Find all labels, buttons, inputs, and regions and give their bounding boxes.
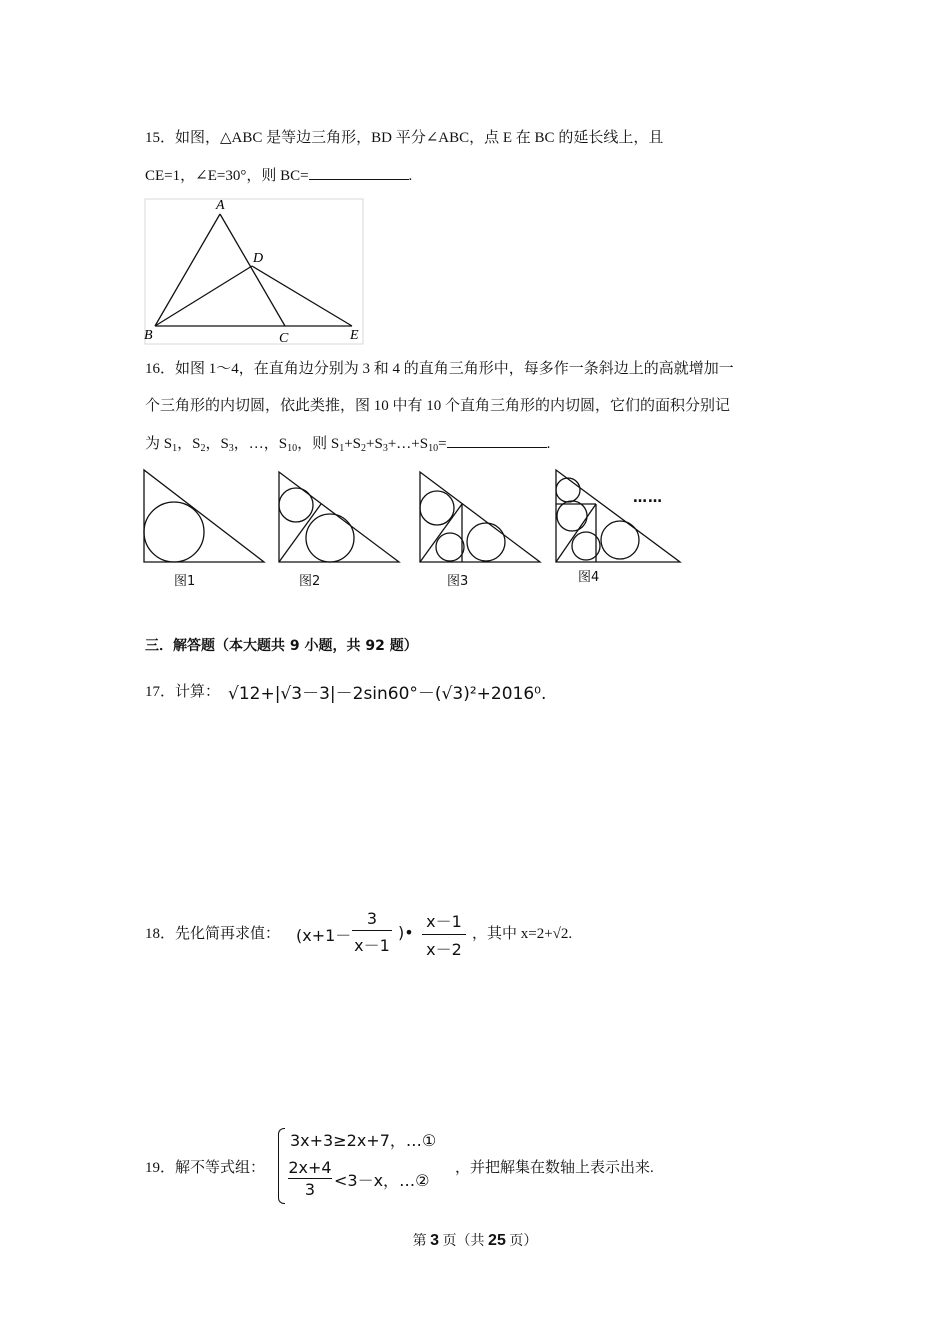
q17-expression: √12+|√3－3|－2sin60°－(√3)²+2016⁰. [228, 684, 547, 704]
q19-number: 19． [145, 1160, 176, 1176]
q18-expr-left: (x+1－ [296, 926, 352, 945]
fig1-triangle [144, 470, 264, 562]
fig1-incircle [144, 502, 204, 562]
q17-label: 计算： [175, 684, 221, 700]
fig4-incircle-1 [556, 478, 580, 502]
q19-ineq1-tag: …① [405, 1131, 437, 1150]
q16-figure-1 [140, 466, 270, 566]
q15-figure [140, 196, 370, 346]
fig2-triangle [279, 472, 399, 562]
q16-figure-4 [552, 466, 687, 566]
q18-expression [296, 909, 476, 957]
q19-label: 解不等式组： [175, 1160, 266, 1176]
q18-label: 先化简再求值： [175, 926, 281, 942]
section3-title: 三．解答题（本大题共 9 小题，共 92 题） [145, 638, 418, 654]
q18-frac2-den: x－2 [426, 940, 462, 959]
q16-line3: 为 $S_1$，$S_2$，$S_3$，…，$S_{10}$，则 $S_1+S_2+S_3+\dots+S_{10}=$ . [145, 433, 550, 459]
fig4-incircle-4 [601, 521, 639, 559]
fig2-incircle-small [279, 488, 313, 522]
q19-ineq2-text: <3－x， [334, 1171, 400, 1190]
q18-line [145, 924, 280, 944]
q15-line2 [145, 165, 412, 186]
q16-figure-3 [416, 468, 546, 568]
q18-frac1-num: 3 [366, 909, 378, 928]
q19-ineq2-tag: …② [399, 1171, 430, 1190]
q15-line1 [145, 128, 663, 148]
fig3-incircle-1 [420, 491, 454, 525]
q18-frac2-num: x－1 [426, 912, 462, 931]
q16-line2 [145, 396, 730, 416]
q16-fig3-label: 图3 [447, 574, 469, 589]
q15-text2: CE=1，∠E=30°，则 BC= [145, 168, 309, 184]
label-B: B [144, 328, 153, 343]
q19-brace [278, 1128, 285, 1204]
fig3-triangle [420, 472, 540, 562]
q16-fig2-label: 图2 [299, 574, 321, 589]
q18-frac2 [422, 909, 466, 960]
q16-fig4-label: 图4 [578, 570, 600, 585]
q16-dots: …… [633, 490, 663, 506]
q18-expr-mid: )• [398, 923, 414, 942]
q18-frac1 [352, 909, 392, 956]
q19-system [278, 1126, 458, 1206]
q16-end: . [546, 436, 551, 452]
q17-number: 17． [145, 684, 176, 700]
q16-line1 [145, 359, 734, 379]
fig3-altitude-1 [420, 504, 462, 562]
q19-ineq2-den: 3 [304, 1180, 316, 1199]
q16-answer-blank [447, 433, 547, 448]
q17-line [145, 682, 220, 702]
page-footer [0, 1230, 950, 1250]
label-C: C [279, 331, 289, 346]
label-E: E [350, 328, 359, 343]
label-D: D [253, 251, 264, 266]
q16-text2: 个三角形的内切圆，依此类推，图 10 中有 10 个直角三角形的内切圆，它们的面积分别记 [145, 398, 731, 414]
footer-suffix: 页） [509, 1234, 538, 1249]
segment-AC [220, 214, 285, 326]
q15-number: 15． [145, 130, 176, 146]
fig2-incircle-large [306, 514, 354, 562]
q18-tail: ，其中 x=2+√2. [472, 926, 573, 942]
q18-number: 18． [145, 926, 176, 942]
footer-prefix: 第 [412, 1234, 427, 1249]
footer-page-number: 3 [430, 1232, 440, 1249]
footer-total-pages: 25 [488, 1232, 506, 1249]
q19-ineq2 [334, 1168, 429, 1191]
segment-BD [155, 266, 252, 326]
segment-AB [155, 214, 220, 326]
q19-tail: ，并把解集在数轴上表示出来. [455, 1160, 654, 1176]
q16-fig1-label: 图1 [174, 574, 196, 589]
q19-line [145, 1158, 265, 1178]
q16-text3: 为 S [145, 436, 173, 452]
q19-ineq2-frac [288, 1158, 332, 1199]
q16-text1: 如图 1～4，在直角边分别为 3 和 4 的直角三角形中，每多作一条斜边上的高就增加一 [175, 361, 734, 377]
footer-mid: 页（共 [442, 1234, 485, 1249]
label-A: A [216, 198, 225, 213]
q19-ineq1 [290, 1128, 436, 1151]
q16-number: 16． [145, 361, 176, 377]
q19-ineq2-num: 2x+4 [288, 1158, 332, 1177]
q16-figure-2 [275, 468, 405, 568]
q15-end: . [408, 168, 413, 184]
q18-frac1-den: x－1 [354, 936, 390, 955]
fig4-triangle [556, 470, 680, 562]
q15-answer-blank [309, 165, 409, 180]
fig4-incircle-2 [557, 501, 587, 531]
fig2-altitude [279, 504, 321, 562]
q15-text1: 如图，△ABC 是等边三角形，BD 平分∠ABC，点 E 在 BC 的延长线上，且 [175, 130, 664, 146]
q19-ineq1-text: 3x+3≥2x+7， [290, 1131, 406, 1150]
fig3-incircle-3 [467, 523, 505, 561]
fig3-incircle-2 [436, 533, 464, 561]
